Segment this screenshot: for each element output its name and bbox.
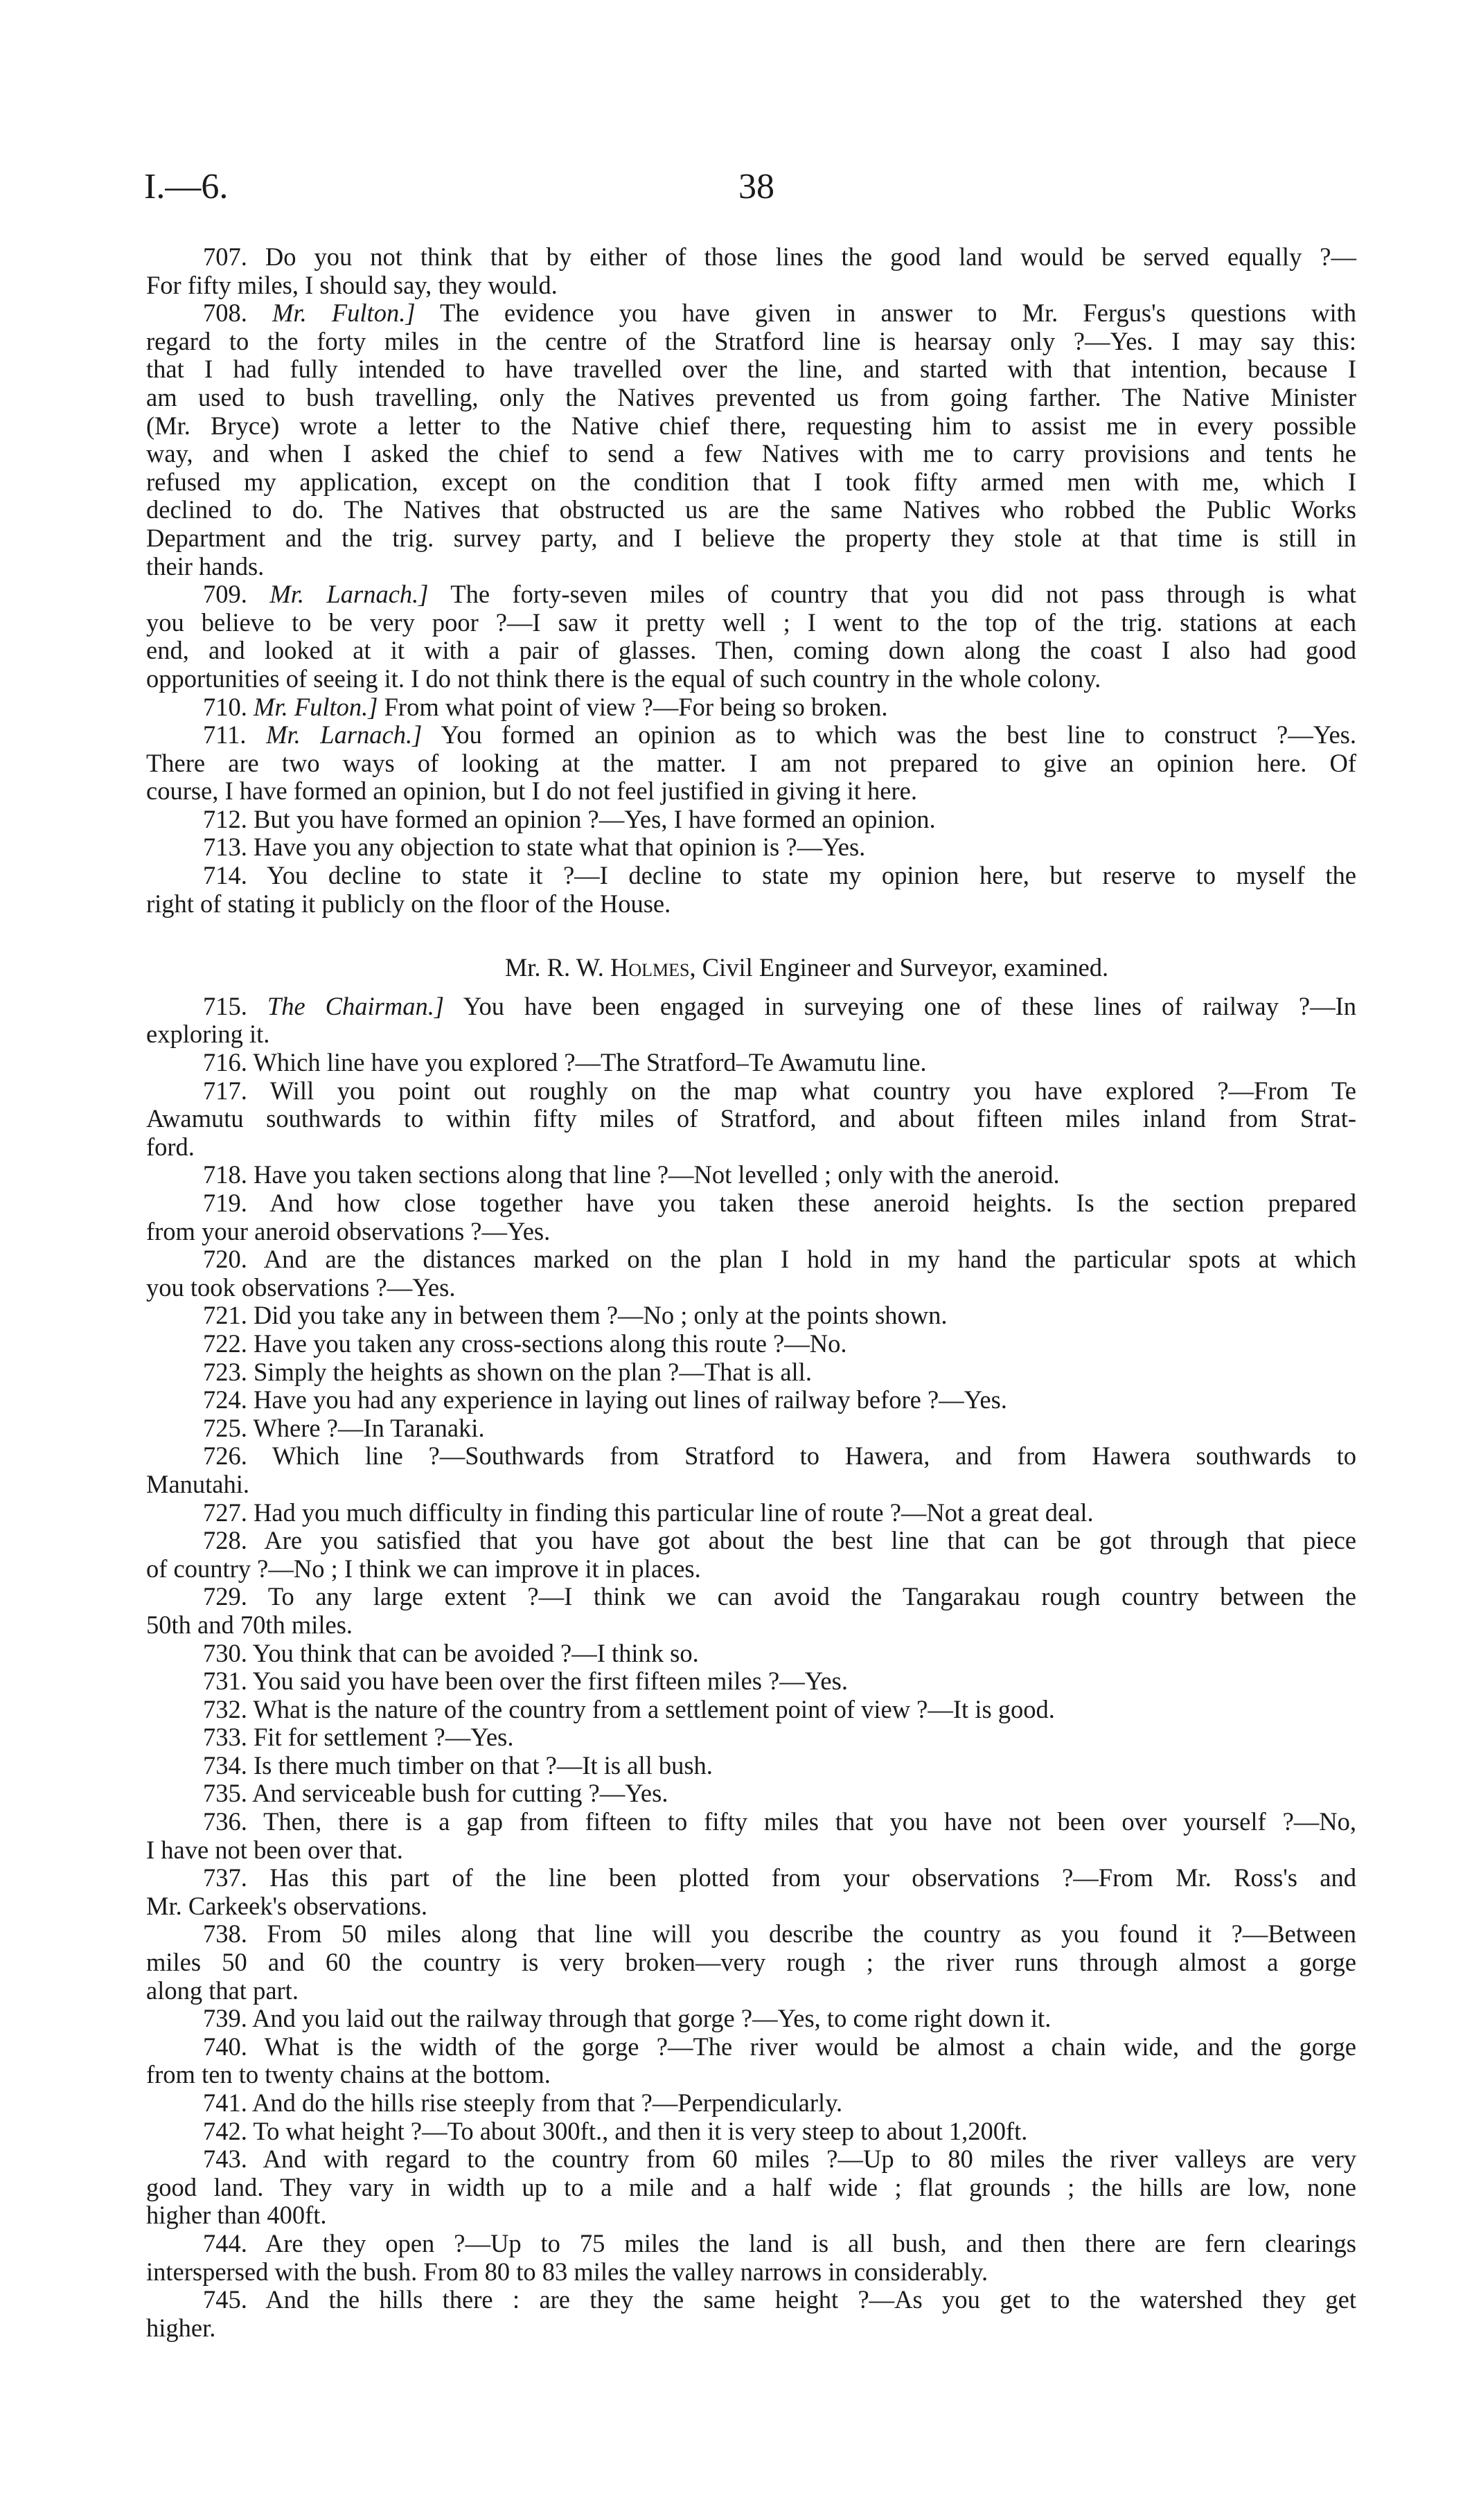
question-paragraph xyxy=(146,243,1356,299)
question-number: 728. xyxy=(203,1526,247,1555)
question-number: 738. xyxy=(203,1919,247,1949)
question-paragraph xyxy=(146,693,1356,722)
line-text: 50th and 70th miles. xyxy=(146,1610,353,1639)
document-reference: I.—6. xyxy=(144,167,229,206)
question-paragraph xyxy=(146,2145,1356,2230)
text-line xyxy=(146,1133,1356,1162)
speaker-name: Mr. Fulton.] xyxy=(254,692,378,721)
line-text: Mr. Carkeek's observations. xyxy=(146,1891,427,1920)
text-line xyxy=(146,833,1356,862)
question-paragraph xyxy=(146,1583,1356,1639)
question-number: 714. xyxy=(203,861,247,890)
line-text: And how close together have you taken these aneroid heights. Is the section prepared xyxy=(269,1189,1356,1217)
question-number: 719. xyxy=(203,1189,247,1217)
text-line xyxy=(146,1105,1356,1133)
question-number: 707. xyxy=(203,242,247,271)
question-paragraph xyxy=(146,806,1356,834)
line-text: from ten to twenty chains at the bottom. xyxy=(146,2060,551,2089)
question-number: 727. xyxy=(203,1498,247,1527)
line-text: Do you not think that by either of those lines the good land would be served equally ?— xyxy=(265,242,1357,271)
line-text: You decline to state it ?—I decline to state my opinion here, but reserve to myself the xyxy=(267,861,1356,890)
question-paragraph xyxy=(146,2118,1356,2146)
line-text: Have you had any experience in laying out lines of railway before ?—Yes. xyxy=(254,1385,1007,1414)
question-paragraph xyxy=(146,2005,1356,2033)
question-number: 713. xyxy=(203,833,247,862)
text-line xyxy=(146,553,1356,581)
text-line xyxy=(146,665,1356,693)
line-text: opportunities of seeing it. I do not think there is the equal of such country in the whole colony. xyxy=(146,664,1101,693)
question-number: 744. xyxy=(203,2228,247,2257)
line-text: Where ?—In Taranaki. xyxy=(253,1413,485,1442)
question-number: 721. xyxy=(203,1301,247,1330)
line-text: from your aneroid observations ?—Yes. xyxy=(146,1216,551,1245)
question-paragraph xyxy=(146,1330,1356,1358)
line-text: To what height ?—To about 300ft., and then it is very steep to about 1,200ft. xyxy=(253,2116,1028,2145)
text-line xyxy=(146,721,1356,749)
line-text: There are two ways of looking at the matter. I am not prepared to give an opinion here. Of xyxy=(146,748,1356,777)
line-text: Is there much timber on that ?—It is all bush. xyxy=(254,1750,713,1780)
witness-heading xyxy=(146,954,1356,982)
question-number: 708. xyxy=(203,299,247,328)
evidence-section-2 xyxy=(146,993,1356,2343)
line-text: But you have formed an opinion ?—Yes, I have formed an opinion. xyxy=(254,804,936,833)
line-text: Did you take any in between them ?—No ; only at the points shown. xyxy=(254,1301,948,1330)
question-paragraph xyxy=(146,2230,1356,2286)
question-number: 716. xyxy=(203,1048,247,1077)
line-text: You have been engaged in surveying one of these lines of railway ?—In xyxy=(463,991,1356,1020)
question-number: 726. xyxy=(203,1441,247,1471)
text-line xyxy=(146,1161,1356,1189)
question-paragraph xyxy=(146,721,1356,806)
question-number: 720. xyxy=(203,1245,247,1274)
text-line xyxy=(146,1302,1356,1330)
question-number: 733. xyxy=(203,1723,247,1752)
line-text: From what point of view ?—For being so broken. xyxy=(384,692,888,721)
line-text: refused my application, except on the condition that I took fifty armed men with me, which I xyxy=(146,467,1356,496)
question-paragraph xyxy=(146,1414,1356,1443)
question-paragraph xyxy=(146,862,1356,918)
line-text: Have you any objection to state what that opinion is ?—Yes. xyxy=(254,833,866,862)
text-line xyxy=(146,328,1356,356)
text-line xyxy=(146,1245,1356,1274)
text-line xyxy=(146,693,1356,722)
line-text: declined to do. The Natives that obstructed us are the same Natives who robbed the Public Works xyxy=(146,495,1356,524)
text-line xyxy=(146,637,1356,665)
question-number: 729. xyxy=(203,1582,247,1611)
text-line xyxy=(146,993,1356,1021)
question-number: 740. xyxy=(203,2032,247,2061)
question-number: 734. xyxy=(203,1750,247,1780)
text-line xyxy=(146,1949,1356,1977)
line-text: Which line ?—Southwards from Stratford to Hawera, and from Hawera southwards to xyxy=(272,1441,1356,1471)
question-paragraph xyxy=(146,2089,1356,2118)
text-line xyxy=(146,1892,1356,1921)
line-text: that I had fully intended to have travelled over the line, and started with that intention, because I xyxy=(146,355,1356,384)
line-text: Which line have you explored ?—The Stratford–Te Awamutu line. xyxy=(253,1048,927,1077)
question-paragraph xyxy=(146,1780,1356,1808)
question-paragraph xyxy=(146,299,1356,580)
question-number: 709. xyxy=(203,580,247,609)
text-line xyxy=(146,2118,1356,2146)
text-line xyxy=(146,862,1356,890)
question-number: 717. xyxy=(203,1076,247,1105)
speaker-name: Mr. Fulton.] xyxy=(272,299,416,328)
line-text: exploring it. xyxy=(146,1020,270,1049)
line-text: Fit for settlement ?—Yes. xyxy=(254,1723,514,1752)
text-line xyxy=(146,1752,1356,1780)
question-paragraph xyxy=(146,1302,1356,1330)
question-paragraph xyxy=(146,1189,1356,1245)
question-number: 711. xyxy=(203,720,247,749)
question-number: 724. xyxy=(203,1385,247,1414)
text-line xyxy=(146,1049,1356,1077)
line-text: higher than 400ft. xyxy=(146,2201,327,2230)
question-paragraph xyxy=(146,580,1356,693)
line-text: Have you taken any cross-sections along this route ?—No. xyxy=(254,1329,847,1358)
text-line xyxy=(146,299,1356,328)
question-number: 743. xyxy=(203,2145,247,2174)
text-line xyxy=(146,243,1356,272)
text-line xyxy=(146,2005,1356,2033)
text-line xyxy=(146,1358,1356,1387)
question-number: 725. xyxy=(203,1413,247,1442)
line-text: interspersed with the bush. From 80 to 83 miles the valley narrows in considerably. xyxy=(146,2257,988,2286)
text-line xyxy=(146,1611,1356,1640)
text-line xyxy=(146,2061,1356,2089)
question-paragraph xyxy=(146,1667,1356,1696)
text-line xyxy=(146,496,1356,524)
text-line xyxy=(146,2314,1356,2343)
text-line xyxy=(146,1864,1356,1892)
line-text: you believe to be very poor ?—I saw it pretty well ; I went to the top of the trig. stations at each xyxy=(146,607,1356,637)
text-line xyxy=(146,1583,1356,1611)
question-paragraph xyxy=(146,1527,1356,1583)
line-text: Simply the heights as shown on the plan ?—That is all. xyxy=(254,1357,812,1386)
question-number: 741. xyxy=(203,2088,247,2117)
text-line xyxy=(146,1667,1356,1696)
line-text: regard to the forty miles in the centre of the Stratford line is hearsay only ?—Yes. I may say this: xyxy=(146,326,1356,355)
line-text: You said you have been over the first fifteen miles ?—Yes. xyxy=(252,1667,848,1696)
line-text: along that part. xyxy=(146,1976,299,2005)
question-paragraph xyxy=(146,1077,1356,1162)
line-text: (Mr. Bryce) wrote a letter to the Native chief there, requesting him to assist me in every possible xyxy=(146,411,1356,440)
question-paragraph xyxy=(146,1499,1356,1527)
text-line xyxy=(146,1274,1356,1302)
question-paragraph xyxy=(146,1386,1356,1414)
text-line xyxy=(146,1640,1356,1668)
text-line xyxy=(146,2286,1356,2314)
question-number: 731. xyxy=(203,1667,247,1696)
text-line xyxy=(146,384,1356,412)
line-text: their hands. xyxy=(146,551,265,580)
text-line xyxy=(146,749,1356,778)
text-line xyxy=(146,1808,1356,1836)
line-text: Will you point out roughly on the map what country you have explored ?—From Te xyxy=(269,1076,1356,1105)
witness-name: Holmes xyxy=(610,953,690,982)
question-paragraph xyxy=(146,1358,1356,1387)
speaker-name: Mr. Larnach.] xyxy=(269,580,429,609)
text-line xyxy=(146,1414,1356,1443)
text-line xyxy=(146,1330,1356,1358)
speaker-name: The Chairman.] xyxy=(267,991,445,1020)
line-text: The evidence you have given in answer to Mr. Fergus's questions with xyxy=(440,299,1356,328)
question-number: 715. xyxy=(203,991,247,1020)
evidence-section-1 xyxy=(146,243,1356,918)
line-text: end, and looked at it with a pair of glasses. Then, coming down along the coast I also had good xyxy=(146,636,1356,665)
question-paragraph xyxy=(146,993,1356,1049)
question-number: 739. xyxy=(203,2004,247,2033)
line-text: You formed an opinion as to which was the best line to construct ?—Yes. xyxy=(441,720,1356,749)
question-paragraph xyxy=(146,1723,1356,1752)
line-text: Are they open ?—Up to 75 miles the land is all bush, and then there are fern clearings xyxy=(265,2228,1356,2257)
line-text: Are you satisfied that you have got about the best line that can be got through that piece xyxy=(264,1526,1356,1555)
text-line xyxy=(146,2145,1356,2174)
text-line xyxy=(146,1836,1356,1865)
question-number: 732. xyxy=(203,1694,247,1723)
text-line xyxy=(146,468,1356,497)
question-paragraph xyxy=(146,1752,1356,1780)
heading-suffix: , Civil Engineer and Surveyor, examined. xyxy=(689,953,1109,982)
text-line xyxy=(146,1499,1356,1527)
text-line xyxy=(146,1189,1356,1218)
page-number: 38 xyxy=(738,167,774,206)
line-text: Manutahi. xyxy=(146,1469,250,1498)
question-number: 737. xyxy=(203,1863,247,1892)
line-text: And are the distances marked on the plan I hold in my hand the particular spots at which xyxy=(263,1245,1356,1274)
text-line xyxy=(146,1723,1356,1752)
line-text: Department and the trig. survey party, and I believe the property they stole at that time is still in xyxy=(146,523,1356,552)
text-line xyxy=(146,1920,1356,1949)
text-line xyxy=(146,412,1356,441)
line-text: What is the nature of the country from a settlement point of view ?—It is good. xyxy=(253,1694,1055,1723)
text-line xyxy=(146,2089,1356,2118)
line-text: way, and when I asked the chief to send a few Natives with me to carry provisions and tents he xyxy=(146,439,1356,468)
line-text: Had you much difficulty in finding this particular line of route ?—Not a great deal. xyxy=(254,1498,1094,1527)
question-paragraph xyxy=(146,1640,1356,1668)
question-number: 712. xyxy=(203,804,247,833)
text-line xyxy=(146,1442,1356,1471)
line-text: am used to bush travelling, only the Natives prevented us from going farther. The Native Minister xyxy=(146,382,1356,411)
line-text: you took observations ?—Yes. xyxy=(146,1272,456,1302)
text-line xyxy=(146,524,1356,553)
line-text: right of stating it publicly on the floor of the House. xyxy=(146,889,671,918)
text-line xyxy=(146,355,1356,384)
text-line xyxy=(146,1386,1356,1414)
text-line xyxy=(146,2201,1356,2230)
text-line xyxy=(146,1527,1356,1555)
text-line xyxy=(146,1471,1356,1499)
question-paragraph xyxy=(146,1696,1356,1724)
text-line xyxy=(146,1020,1356,1049)
question-paragraph xyxy=(146,1864,1356,1920)
question-number: 723. xyxy=(203,1357,247,1386)
text-line xyxy=(146,272,1356,300)
question-number: 735. xyxy=(203,1779,247,1808)
document-body xyxy=(146,243,1356,2342)
question-number: 718. xyxy=(203,1160,247,1189)
heading-prefix: Mr. R. W. xyxy=(504,953,610,982)
question-number: 710. xyxy=(203,692,247,721)
line-text: For fifty miles, I should say, they would. xyxy=(146,270,558,299)
speaker-name: Mr. Larnach.] xyxy=(266,720,423,749)
line-text: And the hills there : are they the same height ?—As you get to the watershed they get xyxy=(265,2285,1356,2314)
line-text: The forty-seven miles of country that you did not pass through is what xyxy=(450,580,1357,609)
text-line xyxy=(146,580,1356,609)
line-text: Then, there is a gap from fifteen to fifty miles that you have not been over yourself ?—No, xyxy=(263,1807,1357,1836)
line-text: What is the width of the gorge ?—The river would be almost a chain wide, and the gorge xyxy=(264,2032,1356,2061)
text-line xyxy=(146,2174,1356,2202)
line-text: And serviceable bush for cutting ?—Yes. xyxy=(252,1779,668,1808)
question-paragraph xyxy=(146,833,1356,862)
question-paragraph xyxy=(146,2033,1356,2089)
text-line xyxy=(146,1218,1356,1246)
question-paragraph xyxy=(146,2286,1356,2342)
line-text: From 50 miles along that line will you describe the country as you found it ?—Between xyxy=(267,1919,1357,1949)
line-text: ford. xyxy=(146,1132,195,1161)
line-text: Awamutu southwards to within fifty miles of Stratford, and about fifteen miles inland from Strat- xyxy=(146,1104,1356,1133)
question-number: 745. xyxy=(203,2285,247,2314)
question-paragraph xyxy=(146,1245,1356,1302)
question-paragraph xyxy=(146,1049,1356,1077)
question-paragraph xyxy=(146,1442,1356,1498)
text-line xyxy=(146,1696,1356,1724)
line-text: You think that can be avoided ?—I think so. xyxy=(252,1638,699,1667)
text-line xyxy=(146,609,1356,637)
line-text: And with regard to the country from 60 miles ?—Up to 80 miles the river valleys are very xyxy=(263,2145,1356,2174)
text-line xyxy=(146,2258,1356,2287)
line-text: good land. They vary in width up to a mile and a half wide ; flat grounds ; the hills are low, none xyxy=(146,2172,1356,2201)
question-number: 722. xyxy=(203,1329,247,1358)
text-line xyxy=(146,1077,1356,1106)
text-line xyxy=(146,777,1356,806)
line-text: Have you taken sections along that line ?—Not levelled ; only with the aneroid. xyxy=(254,1160,1060,1189)
line-text: higher. xyxy=(146,2313,216,2342)
question-number: 742. xyxy=(203,2116,247,2145)
line-text: To any large extent ?—I think we can avoid the Tangarakau rough country between the xyxy=(267,1582,1356,1611)
question-paragraph xyxy=(146,1920,1356,2005)
line-text: course, I have formed an opinion, but I do not feel justified in giving it here. xyxy=(146,777,917,806)
line-text: Has this part of the line been plotted from your observations ?—From Mr. Ross's and xyxy=(269,1863,1357,1892)
line-text: And you laid out the railway through that gorge ?—Yes, to come right down it. xyxy=(252,2004,1052,2033)
question-paragraph xyxy=(146,1161,1356,1189)
text-line xyxy=(146,1555,1356,1583)
text-line xyxy=(146,806,1356,834)
question-number: 736. xyxy=(203,1807,247,1836)
text-line xyxy=(146,2033,1356,2061)
text-line xyxy=(146,1977,1356,2005)
line-text: miles 50 and 60 the country is very broken—very rough ; the river runs through almost a gorge xyxy=(146,1948,1356,1977)
line-text: And do the hills rise steeply from that ?—Perpendicularly. xyxy=(252,2088,843,2117)
text-line xyxy=(146,2230,1356,2258)
text-line xyxy=(146,440,1356,468)
text-line xyxy=(146,890,1356,919)
line-text: I have not been over that. xyxy=(146,1835,403,1864)
question-paragraph xyxy=(146,1808,1356,1864)
line-text: of country ?—No ; I think we can improve it in places. xyxy=(146,1554,701,1583)
text-line xyxy=(146,1780,1356,1808)
question-number: 730. xyxy=(203,1638,247,1667)
